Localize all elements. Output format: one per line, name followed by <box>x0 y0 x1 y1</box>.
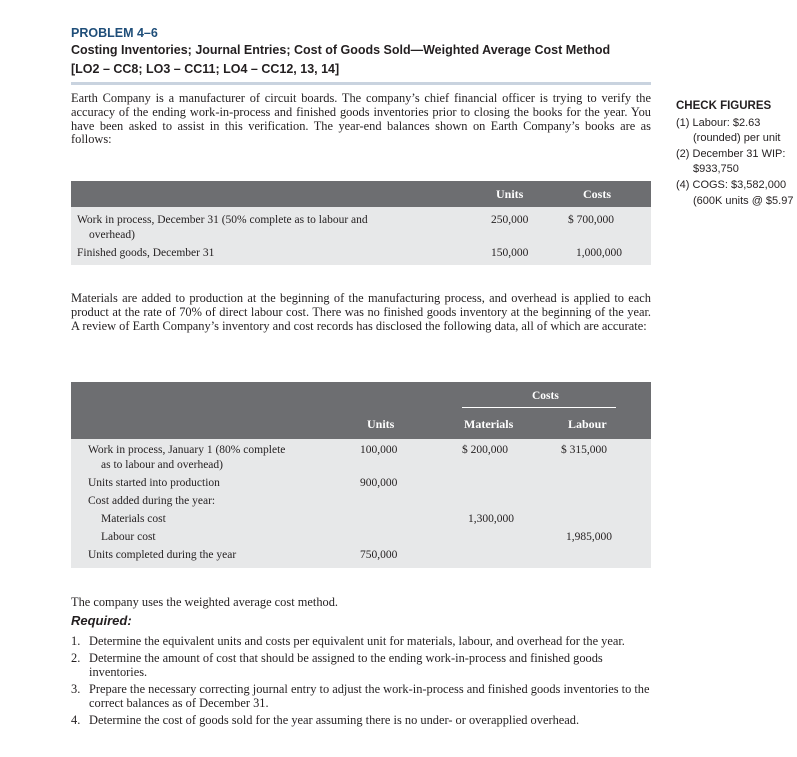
intro-paragraph: Earth Company is a manufacturer of circuit boards. The company’s chief financial officer is trying to verify the accuracy of the ending work-in-process and finished goods inventories prior to closing the books for the year. You have been asked to assist in this verification. The year-end balances shown on Earth Company’s books are as follows: <box>71 91 651 147</box>
check-figure-subline: $933,750 <box>693 163 739 176</box>
materials-column-header: Materials <box>464 417 514 431</box>
units-cell: 900,000 <box>360 477 398 489</box>
materials-cell: 1,300,000 <box>468 513 514 525</box>
materials-paragraph: Materials are added to production at the beginning of the manufacturing process, and overhead is applied to each product at the rate of 70% of direct labour cost. There was no finished goods inventory at the beginning of the year. A review of Earth Company’s inventory and cost records has disclosed the following data, all of which are accurate: <box>71 291 651 333</box>
check-figure-subline: (600K units @ $5.97 <box>693 194 794 207</box>
item-number: 3. <box>71 681 81 696</box>
units-cell: 100,000 <box>360 444 398 456</box>
units-column-header: Units <box>367 417 395 431</box>
problem-title: Costing Inventories; Journal Entries; Cost of Goods Sold—Weighted Average Cost Method <box>71 43 611 57</box>
title-divider <box>71 82 651 85</box>
check-figure-subline: (rounded) per unit <box>693 132 781 145</box>
item-text: Determine the cost of goods sold for the year assuming there is no under- or overapplied overhead. <box>89 712 580 727</box>
row-label: Labour cost <box>101 531 156 543</box>
item-number: 2. <box>71 650 81 665</box>
check-figure-item <box>676 178 797 209</box>
units-cell: 750,000 <box>360 549 398 561</box>
list-item <box>71 713 661 727</box>
item-text: Determine the amount of cost that should be assigned to the ending work-in-process and finished goods inventories. <box>89 650 603 679</box>
check-figure-item <box>676 116 797 147</box>
row-label: Work in process, December 31 (50% complete as to labour and <box>77 214 368 226</box>
list-item <box>71 651 661 679</box>
learning-objectives: [LO2 – CC8; LO3 – CC11; LO4 – CC12, 13, 14] <box>71 62 340 76</box>
list-item <box>71 634 661 648</box>
units-cell: 150,000 <box>491 247 529 259</box>
method-statement: The company uses the weighted average cost method. <box>71 595 338 609</box>
costs-cell: $ 700,000 <box>568 214 614 226</box>
year-end-balances-table <box>71 181 651 265</box>
row-label-continued: as to labour and overhead) <box>101 459 223 471</box>
item-text: Determine the equivalent units and costs per equivalent unit for materials, labour, and overhead for the year. <box>89 634 625 648</box>
check-figure-line: (2) December 31 WIP: <box>676 147 786 160</box>
check-figures-box <box>676 99 797 209</box>
table-header <box>71 181 651 207</box>
check-figures-heading: CHECK FIGURES <box>676 100 772 112</box>
row-label-continued: overhead) <box>89 229 135 241</box>
row-label: Work in process, January 1 (80% complete <box>88 444 286 456</box>
required-heading: Required: <box>71 613 132 628</box>
labour-cell: $ 315,000 <box>561 444 607 456</box>
row-label: Units completed during the year <box>88 549 237 561</box>
row-label: Cost added during the year: <box>88 495 216 507</box>
check-figure-line: (1) Labour: $2.63 <box>676 116 761 129</box>
list-item <box>71 682 661 710</box>
check-figure-item <box>676 147 797 178</box>
item-number: 4. <box>71 712 81 727</box>
item-number: 1. <box>71 634 81 648</box>
labour-column-header: Labour <box>568 417 607 431</box>
units-cell: 250,000 <box>491 214 529 226</box>
row-label: Units started into production <box>88 477 220 489</box>
materials-cell: $ 200,000 <box>462 444 508 456</box>
problem-number: PROBLEM 4–6 <box>71 26 158 40</box>
item-text: Prepare the necessary correcting journal entry to adjust the work-in-process and finished goods inventories to the correct balances as of December 31. <box>89 681 650 710</box>
costs-column-header: Costs <box>583 187 612 201</box>
requirements-list <box>71 634 661 729</box>
production-data-table <box>71 382 651 568</box>
costs-group-rule <box>462 407 616 408</box>
row-label: Materials cost <box>101 513 166 525</box>
row-label: Finished goods, December 31 <box>77 247 215 259</box>
labour-cell: 1,985,000 <box>566 531 612 543</box>
table-header <box>71 382 651 439</box>
costs-group-header: Costs <box>532 390 559 402</box>
check-figure-line: (4) COGS: $3,582,000 <box>676 178 787 191</box>
costs-cell: 1,000,000 <box>576 247 622 259</box>
units-column-header: Units <box>496 187 524 201</box>
